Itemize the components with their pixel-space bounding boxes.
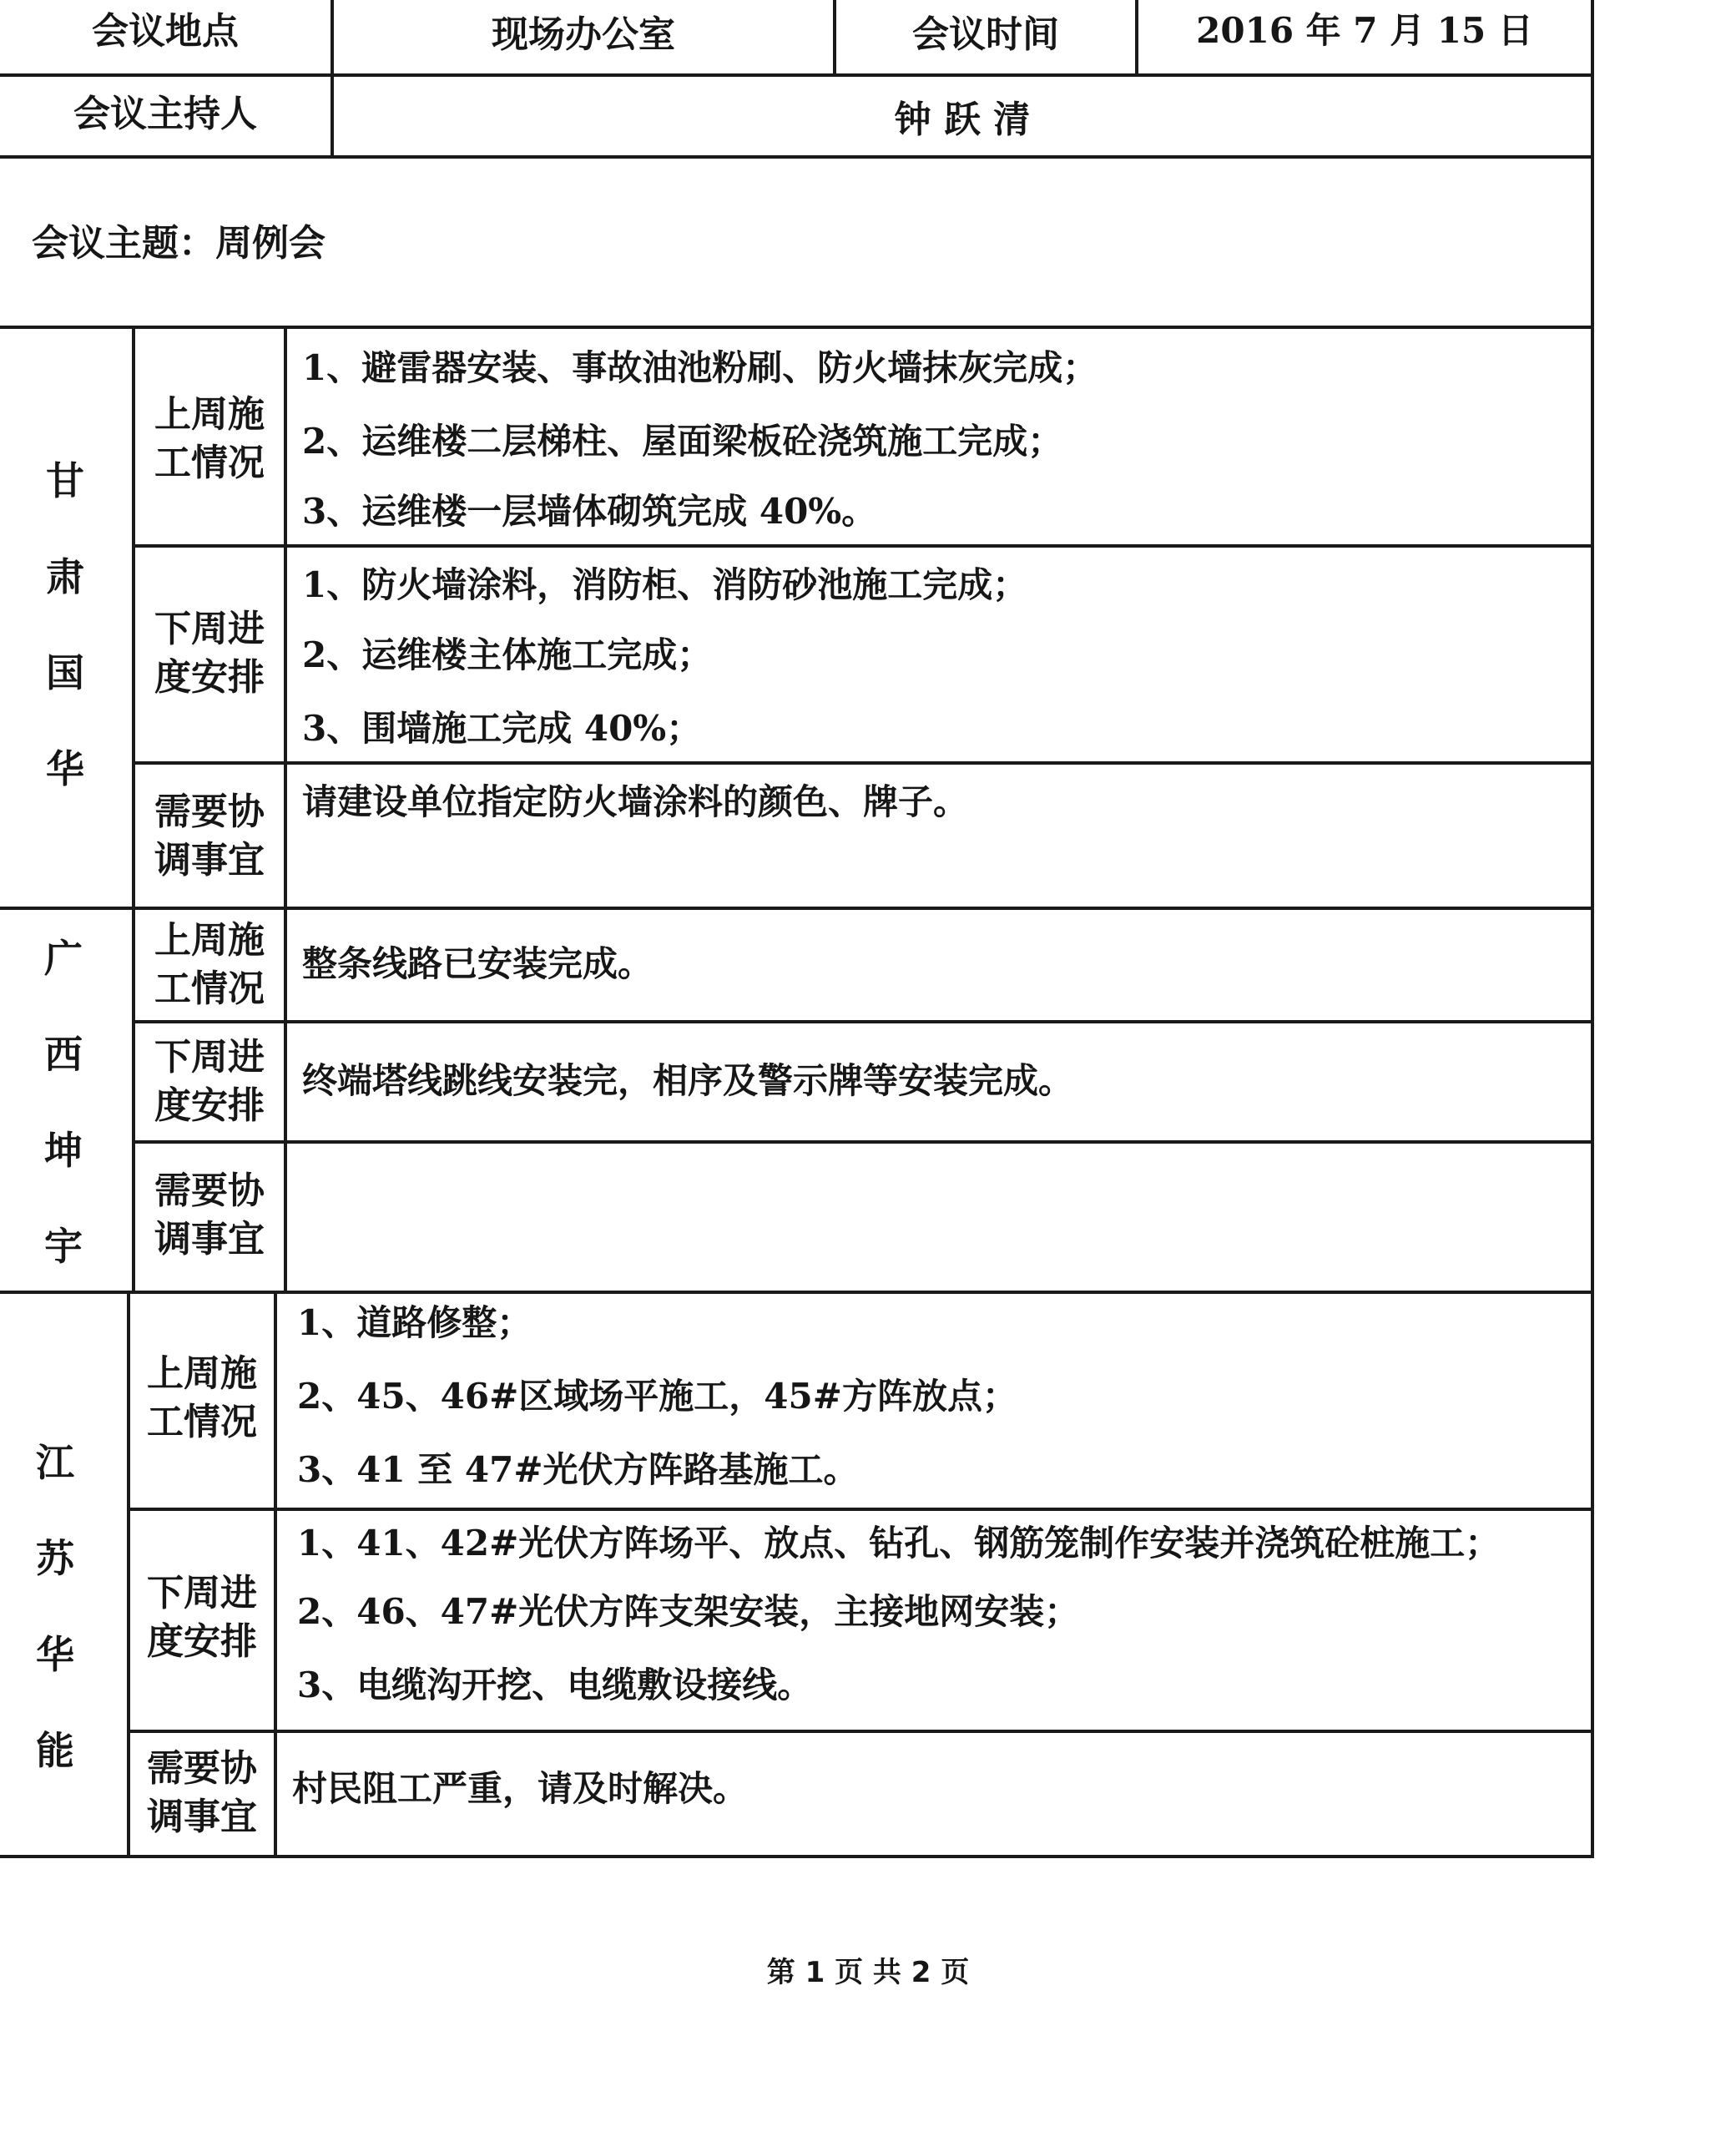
list-item: 3、41 至 47#光伏方阵路基施工。 (297, 1449, 859, 1490)
list-item: 1、41、42#光伏方阵场平、放点、钻孔、钢筋笼制作安装并浇筑砼桩施工； (297, 1523, 1501, 1564)
list-item: 1、避雷器安装、事故油池粉刷、防火墙抹灰完成； (302, 347, 1098, 388)
list-item: 整条线路已安装完成。 (302, 943, 654, 984)
row-label: 下周进 度安排 (147, 1572, 257, 1663)
list-item: 2、运维楼主体施工完成； (302, 634, 713, 675)
company-name: 江 苏 华 能 (36, 1440, 74, 1773)
company-name: 广 西 坤 宇 (44, 936, 83, 1269)
host-value: 钟 跃 清 (894, 99, 1031, 141)
list-item: 1、防火墙涂料，消防柜、消防砂池施工完成； (302, 564, 1028, 605)
table-border (0, 907, 1594, 910)
row-label: 下周进 度安排 (154, 608, 265, 699)
table-border (0, 1291, 1594, 1294)
location-value: 现场办公室 (492, 13, 675, 56)
table-border (0, 155, 1594, 159)
host-label: 会议主持人 (73, 93, 257, 135)
meeting-topic: 会议主题：周例会 (32, 222, 326, 265)
company-name: 甘 肃 国 华 (46, 458, 84, 791)
row-label: 下周进 度安排 (154, 1036, 265, 1127)
page-number: 第 1 页 共 2 页 (766, 1956, 970, 1989)
table-border (132, 761, 1594, 765)
list-item: 3、电缆沟开挖、电缆敷设接线。 (297, 1665, 813, 1705)
table-border (274, 1291, 277, 1858)
time-value: 2016 年 7 月 15 日 (1196, 10, 1533, 51)
list-item: 2、运维楼二层梯柱、屋面梁板砼浇筑施工完成； (302, 421, 1063, 462)
list-item: 3、围墙施工完成 40%； (302, 708, 702, 749)
list-item: 村民阻工严重，请及时解决。 (292, 1768, 749, 1809)
list-item: 3、运维楼一层墙体砌筑完成 40%。 (302, 491, 877, 532)
time-label: 会议时间 (912, 13, 1059, 56)
list-item: 请建设单位指定防火墙涂料的颜色、牌子。 (302, 781, 969, 822)
table-border (284, 326, 287, 1294)
table-border (129, 1508, 1594, 1511)
location-label: 会议地点 (92, 10, 239, 53)
row-label: 上周施 工情况 (154, 393, 265, 484)
list-item: 2、45、46#区域场平施工，45#方阵放点； (297, 1376, 1017, 1417)
list-item: 终端塔线跳线安装完，相序及警示牌等安装完成。 (302, 1060, 1074, 1101)
list-item: 1、道路修整； (297, 1302, 532, 1343)
row-label: 上周施 工情况 (154, 919, 265, 1010)
row-label: 上周施 工情况 (147, 1352, 257, 1443)
table-border (132, 1140, 1594, 1144)
row-label: 需要协 调事宜 (147, 1747, 257, 1838)
table-border (129, 1730, 1594, 1733)
row-label: 需要协 调事宜 (154, 1170, 265, 1260)
table-border (1591, 0, 1594, 1857)
table-border (132, 544, 1594, 548)
list-item: 2、46、47#光伏方阵支架安装，主接地网安装； (297, 1591, 1080, 1632)
table-border (132, 1020, 1594, 1023)
table-border (0, 326, 1594, 329)
table-border (0, 1855, 1594, 1858)
table-border (0, 73, 1594, 77)
row-label: 需要协 调事宜 (154, 791, 265, 882)
